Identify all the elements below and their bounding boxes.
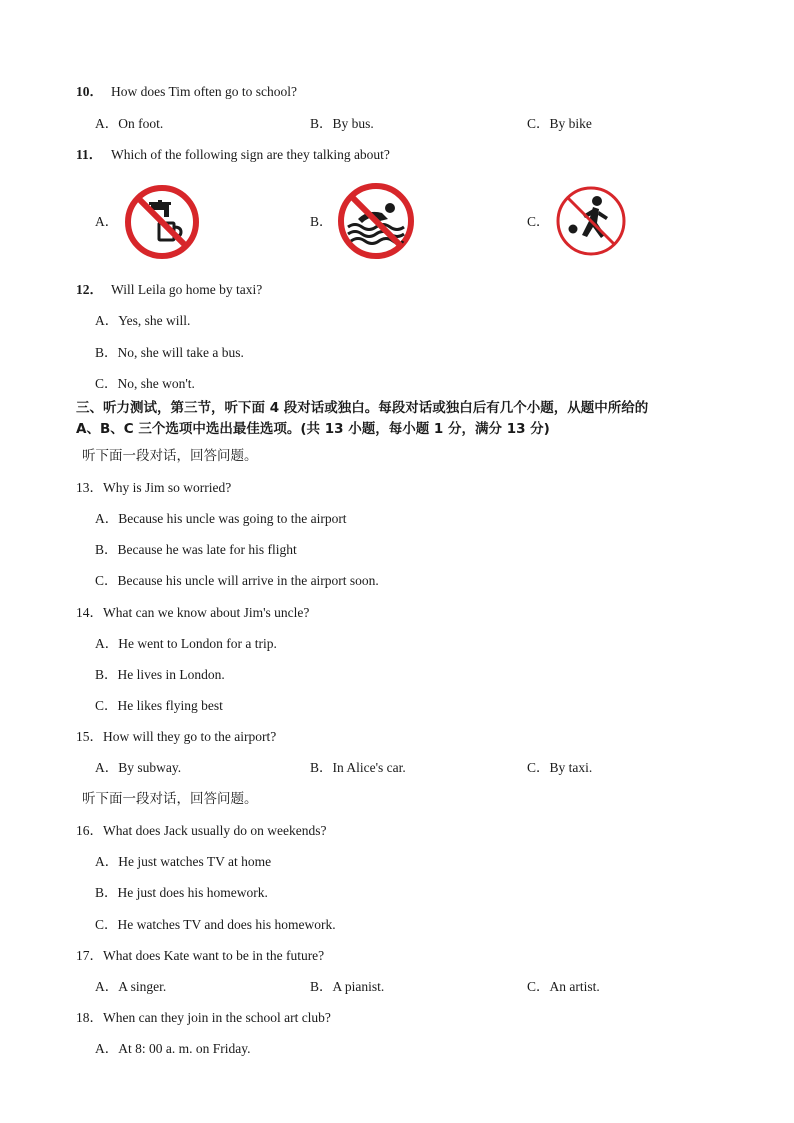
no-drinking-water-sign-icon[interactable] (123, 183, 201, 261)
option-c[interactable]: C．An artist. (527, 979, 600, 994)
option-a[interactable]: A．A singer. (95, 979, 167, 994)
option-a[interactable]: A．At 8: 00 a. m. on Friday. (95, 1041, 251, 1056)
question-number: 10． (76, 84, 103, 99)
question-text: How does Tim often go to school? (111, 84, 298, 99)
question-text: 17．What does Kate want to be in the future? (76, 948, 325, 963)
question-number: 12． (76, 282, 103, 297)
option-a[interactable]: A．He went to London for a trip. (95, 636, 277, 651)
section-3-heading-line-1: 三、听力测试，第三节，听下面 4 段对话或独白。每段对话或独白后有几个小题，从题中所给的 (76, 400, 649, 416)
option-b[interactable]: B．He just does his homework. (95, 885, 268, 900)
no-ball-game-sign-icon[interactable] (553, 183, 629, 259)
question-number: 11． (76, 147, 103, 162)
option-b[interactable]: B． (310, 214, 333, 229)
option-c[interactable]: C．He likes flying best (95, 698, 223, 713)
question-text: Which of the following sign are they talking about? (111, 147, 390, 162)
option-b[interactable]: B．In Alice's car. (310, 760, 406, 775)
question-text: 15．How will they go to the airport? (76, 729, 277, 744)
question-text: Will Leila go home by taxi? (111, 282, 263, 297)
option-a[interactable]: A．By subway. (95, 760, 182, 775)
option-b[interactable]: B．He lives in London. (95, 667, 225, 682)
option-c[interactable]: C．By bike (527, 116, 592, 131)
question-text: 13．Why is Jim so worried? (76, 480, 232, 495)
option-b[interactable]: B．A pianist. (310, 979, 385, 994)
option-a[interactable]: A．Because his uncle was going to the airport (95, 511, 347, 526)
dialogue-instruction: 听下面一段对话，回答问题。 (82, 448, 258, 464)
question-text: 16．What does Jack usually do on weekends? (76, 823, 327, 838)
option-c[interactable]: C．By taxi. (527, 760, 593, 775)
option-a[interactable]: A．On foot. (95, 116, 164, 131)
option-c[interactable]: C．He watches TV and does his homework. (95, 917, 336, 932)
option-a[interactable]: A． (95, 214, 119, 229)
option-c[interactable]: C． (527, 214, 550, 229)
option-c[interactable]: C．Because his uncle will arrive in the airport soon. (95, 573, 379, 588)
no-swimming-sign-icon[interactable] (336, 181, 416, 261)
question-text: 14．What can we know about Jim's uncle? (76, 605, 310, 620)
section-3-heading-line-2: A、B、C 三个选项中选出最佳选项。(共 13 小题，每小题 1 分，满分 13 分) (76, 421, 550, 437)
option-a[interactable]: A．Yes, she will. (95, 313, 191, 328)
option-a[interactable]: A．He just watches TV at home (95, 854, 272, 869)
dialogue-instruction: 听下面一段对话，回答问题。 (82, 791, 258, 807)
option-c[interactable]: C．No, she won't. (95, 376, 195, 391)
option-b[interactable]: B．By bus. (310, 116, 374, 131)
option-b[interactable]: B．Because he was late for his flight (95, 542, 297, 557)
question-text: 18．When can they join in the school art club? (76, 1010, 331, 1025)
option-b[interactable]: B．No, she will take a bus. (95, 345, 244, 360)
